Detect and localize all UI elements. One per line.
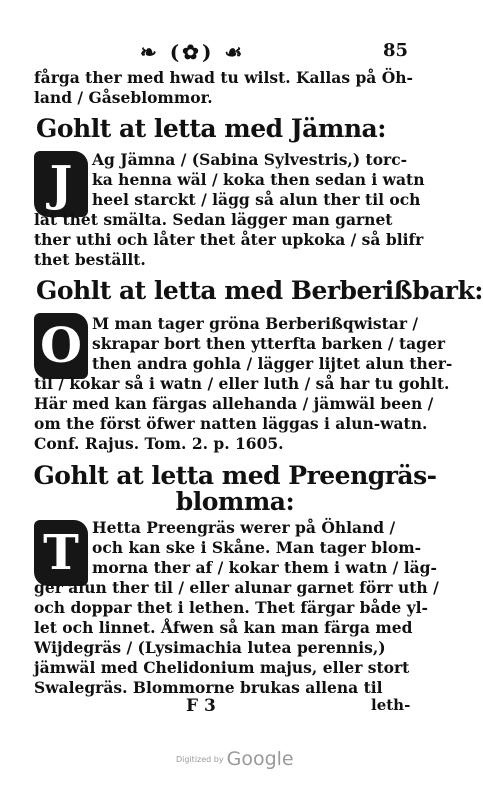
text-line: Ag Jämna / (Sabina Sylvestris,) torc-: [92, 150, 408, 169]
page-number: 85: [382, 40, 408, 61]
drop-cap-initial: O: [34, 313, 88, 379]
text-line: jämwäl med Chelidonium majus, eller stort: [34, 658, 410, 677]
text-line: Swalegräs. Blommorne brukas allena til: [34, 678, 383, 697]
text-line: Wijdegräs / (Lysimachia lutea perennis,): [34, 638, 386, 657]
text-line: om the först öfwer natten läggas i alun-watn.: [34, 414, 428, 433]
page-header: [0, 38, 470, 64]
text-line: morna ther af / kokar them i watn / läg-: [92, 558, 437, 577]
text-line: Hetta Preengräs werer på Öhland /: [92, 518, 396, 537]
drop-cap-initial: T: [34, 520, 88, 586]
text-line: then andra gohla / lägger lijtet alun ther-: [92, 354, 453, 373]
text-line: M man tager gröna Berberißqwistar /: [92, 314, 419, 333]
text-line: ther uthi och låter thet åter upkoka / så blifr: [34, 230, 424, 249]
intro-line: land / Gåseblommor.: [34, 88, 213, 107]
section-heading-preengras: Gohlt at letta med Preengräs-: [33, 461, 437, 490]
catchword: leth-: [371, 696, 411, 714]
watermark-logo-text: Google: [226, 748, 294, 770]
digitized-watermark: [176, 748, 294, 770]
signature-mark: F 3: [186, 696, 216, 716]
text-line: heel starckt / lägg så alun ther til och: [92, 190, 421, 209]
intro-line: fårga ther med hwad tu wilst. Kallas på Öh-: [34, 68, 413, 87]
drop-cap-initial: J: [34, 151, 88, 217]
text-line: Conf. Rajus. Tom. 2. p. 1605.: [34, 434, 284, 453]
text-line: låt thet smälta. Sedan lägger man garnet: [34, 210, 393, 229]
text-line: thet beställt.: [34, 250, 146, 269]
text-line: skrapar bort then ytterfta barken / tager: [92, 334, 446, 353]
section-heading-berberis: Gohlt at letta med Berberißbark:: [36, 276, 483, 305]
watermark-small-text: Digitized by: [176, 754, 224, 764]
section-heading-preengras-cont: blomma:: [175, 487, 295, 516]
text-line: let och linnet. Åfwen så kan man färga med: [34, 618, 413, 637]
text-line: och doppar thet i lethen. Thet färgar både yl-: [34, 598, 428, 617]
text-line: til / kokar så i watn / eller luth / så har tu gohlt.: [34, 374, 450, 393]
text-line: ka henna wäl / koka then sedan i watn: [92, 170, 425, 189]
section-heading-jamna: Gohlt at letta med Jämna:: [36, 114, 386, 143]
text-line: Här med kan färgas allehanda / jämwäl been /: [34, 394, 434, 413]
header-ornament: ❧ (✿) ☙: [140, 40, 246, 64]
text-line: ger alun ther til / eller alunar garnet förr uth /: [34, 578, 439, 597]
text-line: och kan ske i Skåne. Man tager blom-: [92, 538, 422, 557]
